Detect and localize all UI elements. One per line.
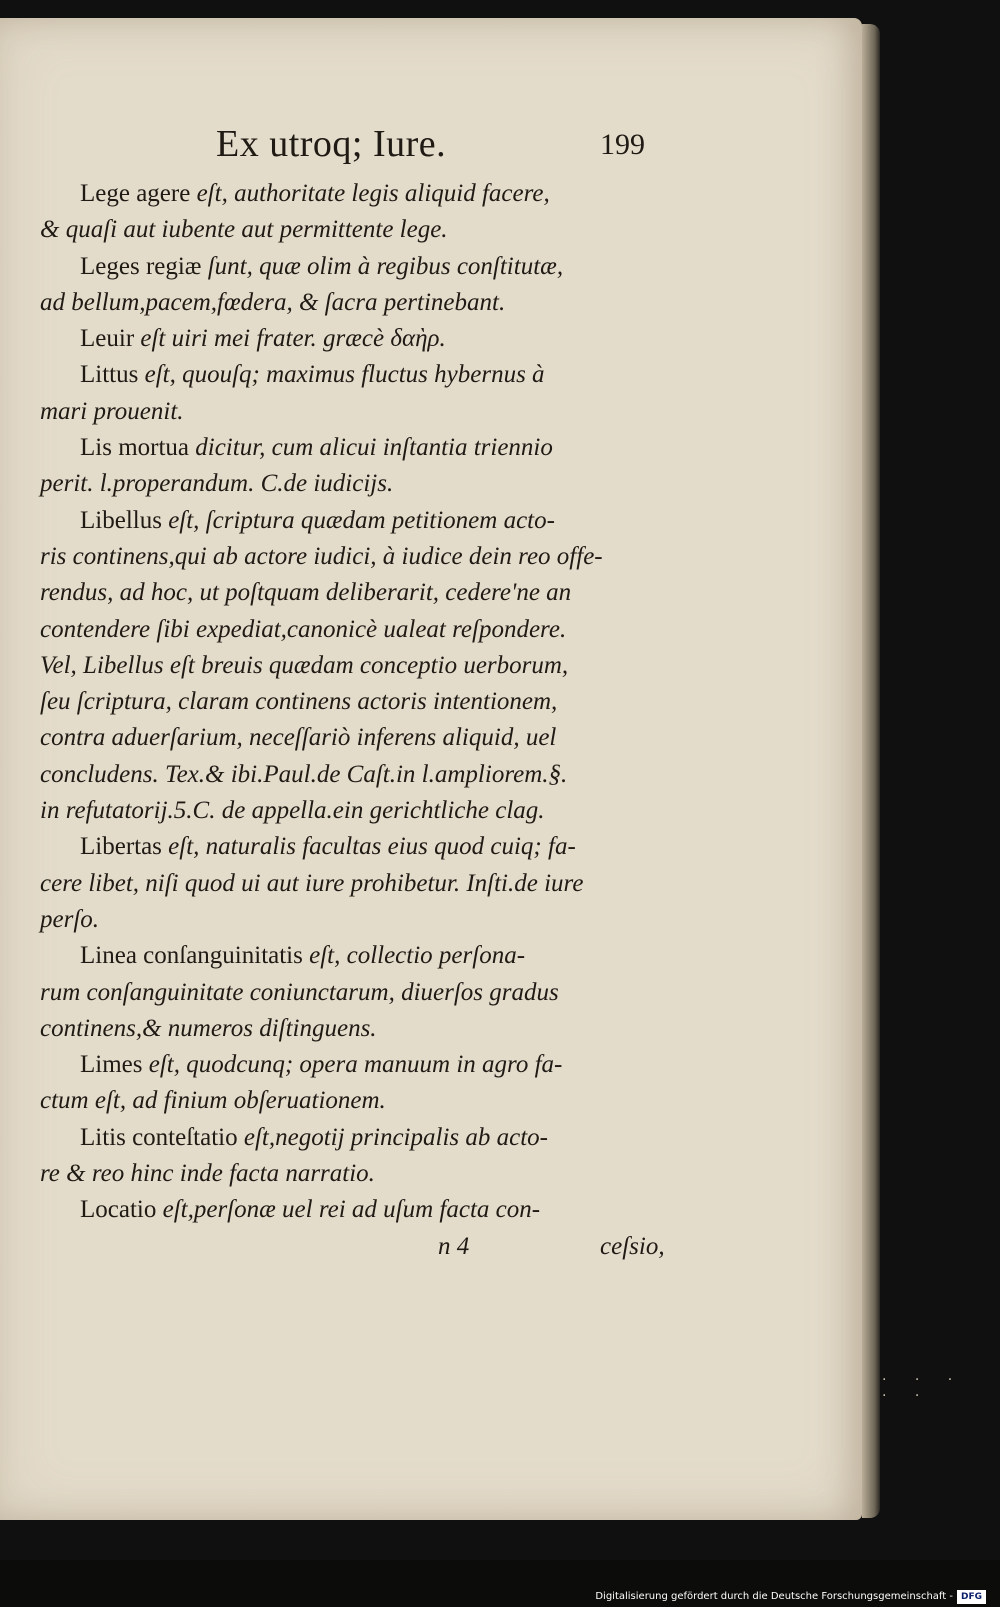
entry-text: eſt uiri mei frater. græcè δαὴρ. xyxy=(134,325,446,353)
entry-line xyxy=(40,285,670,321)
entry-lemma: Libellus xyxy=(80,506,162,534)
entry-text: ris continens,qui ab actore iudici, à iudice dein reo offe- xyxy=(40,542,603,570)
entry-line xyxy=(40,1156,670,1192)
entry-first-line xyxy=(40,321,670,357)
entry-first-line xyxy=(40,1047,670,1083)
entry-text: rum conſanguinitate coniunctarum, diuerſos gradus xyxy=(40,978,559,1006)
glossary-entry xyxy=(40,1192,670,1228)
entry-lemma: Linea conſanguinitatis xyxy=(80,942,303,970)
entry-text: eſt, authoritate legis aliquid facere, xyxy=(190,180,550,207)
entry-line xyxy=(40,648,670,684)
entry-first-line xyxy=(40,1192,670,1228)
entry-lemma: Leges regiæ xyxy=(80,252,202,280)
entry-line xyxy=(40,539,670,575)
page-number: 199 xyxy=(600,128,645,161)
entry-line xyxy=(40,1083,670,1119)
entry-lemma: Lege agere xyxy=(80,180,191,207)
running-head: Ex utroq; Iure. xyxy=(216,123,447,165)
board-edge-marks: · · · · · xyxy=(882,1372,965,1404)
entry-text: eſt,negotij principalis ab acto- xyxy=(237,1123,548,1151)
entry-text: re & reo hinc inde facta narratio. xyxy=(40,1160,375,1188)
credit-text: Digitalisierung gefördert durch die Deutsche Forschungsgemeinschaft - xyxy=(595,1591,953,1602)
glossary-entries xyxy=(40,176,670,1229)
glossary-entry xyxy=(40,321,670,357)
entry-lemma: Locatio xyxy=(80,1196,157,1224)
entry-lemma: Limes xyxy=(80,1051,143,1079)
entry-first-line xyxy=(40,430,670,466)
entry-line xyxy=(40,1011,670,1047)
entry-line xyxy=(40,612,670,648)
entry-text: & quaſi aut iubente aut permittente lege. xyxy=(40,216,448,244)
entry-first-line xyxy=(40,829,670,865)
entry-text: concludens. Tex.& ibi.Paul.de Caſt.in l.ampliorem.§. xyxy=(40,760,568,788)
digitization-credit xyxy=(595,1590,986,1604)
entry-first-line xyxy=(40,938,670,974)
entry-line xyxy=(40,394,670,430)
entry-text: cere libet, niſi quod ui aut iure prohibetur. Inſti.de iure xyxy=(40,869,584,897)
glossary-entry xyxy=(40,430,670,503)
page-edge xyxy=(862,24,880,1518)
entry-line xyxy=(40,212,670,248)
entry-first-line xyxy=(40,249,670,285)
glossary-entry xyxy=(40,503,670,830)
dfg-logo: DFG xyxy=(957,1590,986,1604)
entry-lemma: Libertas xyxy=(80,833,162,861)
text-block xyxy=(40,122,670,1273)
entry-text: eſt,perſonæ uel rei ad uſum facta con- xyxy=(156,1196,541,1224)
entry-line xyxy=(40,793,670,829)
entry-line xyxy=(40,466,670,502)
glossary-entry xyxy=(40,357,670,430)
entry-first-line xyxy=(40,176,670,212)
entry-first-line xyxy=(40,503,670,539)
entry-text: Vel, Libellus eſt breuis quædam conceptio uerborum, xyxy=(40,651,569,679)
entry-text: ad bellum,pacem,fœdera, & ſacra pertinebant. xyxy=(40,288,506,316)
entry-text: eſt, collectio perſona- xyxy=(302,942,526,970)
glossary-entry xyxy=(40,829,670,938)
entry-line xyxy=(40,902,670,938)
entry-text: mari prouenit. xyxy=(40,397,184,425)
glossary-entry xyxy=(40,249,670,322)
entry-line xyxy=(40,720,670,756)
page-footer xyxy=(40,1233,670,1273)
entry-line xyxy=(40,575,670,611)
entry-line xyxy=(40,975,670,1011)
entry-lemma: Litis conteſtatio xyxy=(80,1123,238,1151)
entry-text: perit. l.properandum. C.de iudicijs. xyxy=(40,470,394,498)
entry-text: perſo. xyxy=(40,905,100,933)
entry-lemma: Leuir xyxy=(80,325,135,353)
entry-first-line xyxy=(40,357,670,393)
catchword: ceſsio, xyxy=(600,1232,665,1260)
entry-text: continens,& numeros diſtinguens. xyxy=(40,1014,377,1042)
entry-lemma: Lis mortua xyxy=(80,434,190,462)
entry-text: dicitur, cum alicui inſtantia triennio xyxy=(189,434,553,462)
entry-lemma: Littus xyxy=(80,361,139,389)
entry-line xyxy=(40,684,670,720)
entry-text: eſt, quouſq; maximus fluctus hybernus à xyxy=(138,361,545,389)
entry-text: contendere ſibi expediat,canonicè ualeat reſpondere. xyxy=(40,615,567,643)
entry-first-line xyxy=(40,1120,670,1156)
entry-text: ſunt, quæ olim à regibus conſtitutæ, xyxy=(201,252,564,280)
entry-text: rendus, ad hoc, ut poſtquam deliberarit, cedere'ne an xyxy=(40,579,572,607)
glossary-entry xyxy=(40,176,670,249)
book-page xyxy=(0,18,862,1520)
page-header xyxy=(40,122,670,172)
entry-text: ſeu ſcriptura, claram continens actoris intentionem, xyxy=(40,688,558,716)
signature-mark: n 4 xyxy=(438,1232,470,1260)
glossary-entry xyxy=(40,1120,670,1193)
entry-line xyxy=(40,757,670,793)
glossary-entry xyxy=(40,938,670,1047)
entry-text: contra aduerſarium, neceſſariò inferens aliquid, uel xyxy=(40,724,557,752)
glossary-entry xyxy=(40,1047,670,1120)
entry-text: ctum eſt, ad finium obſeruationem. xyxy=(40,1087,386,1115)
entry-text: eſt, quodcunq; opera manuum in agro fa- xyxy=(142,1051,563,1079)
entry-text: in refutatorij.5.C. de appella.ein gerichtliche clag. xyxy=(40,797,545,825)
entry-text: eſt, ſcriptura quædam petitionem acto- xyxy=(161,506,555,534)
entry-line xyxy=(40,866,670,902)
entry-text: eſt, naturalis facultas eius quod cuiq; fa- xyxy=(161,833,576,861)
